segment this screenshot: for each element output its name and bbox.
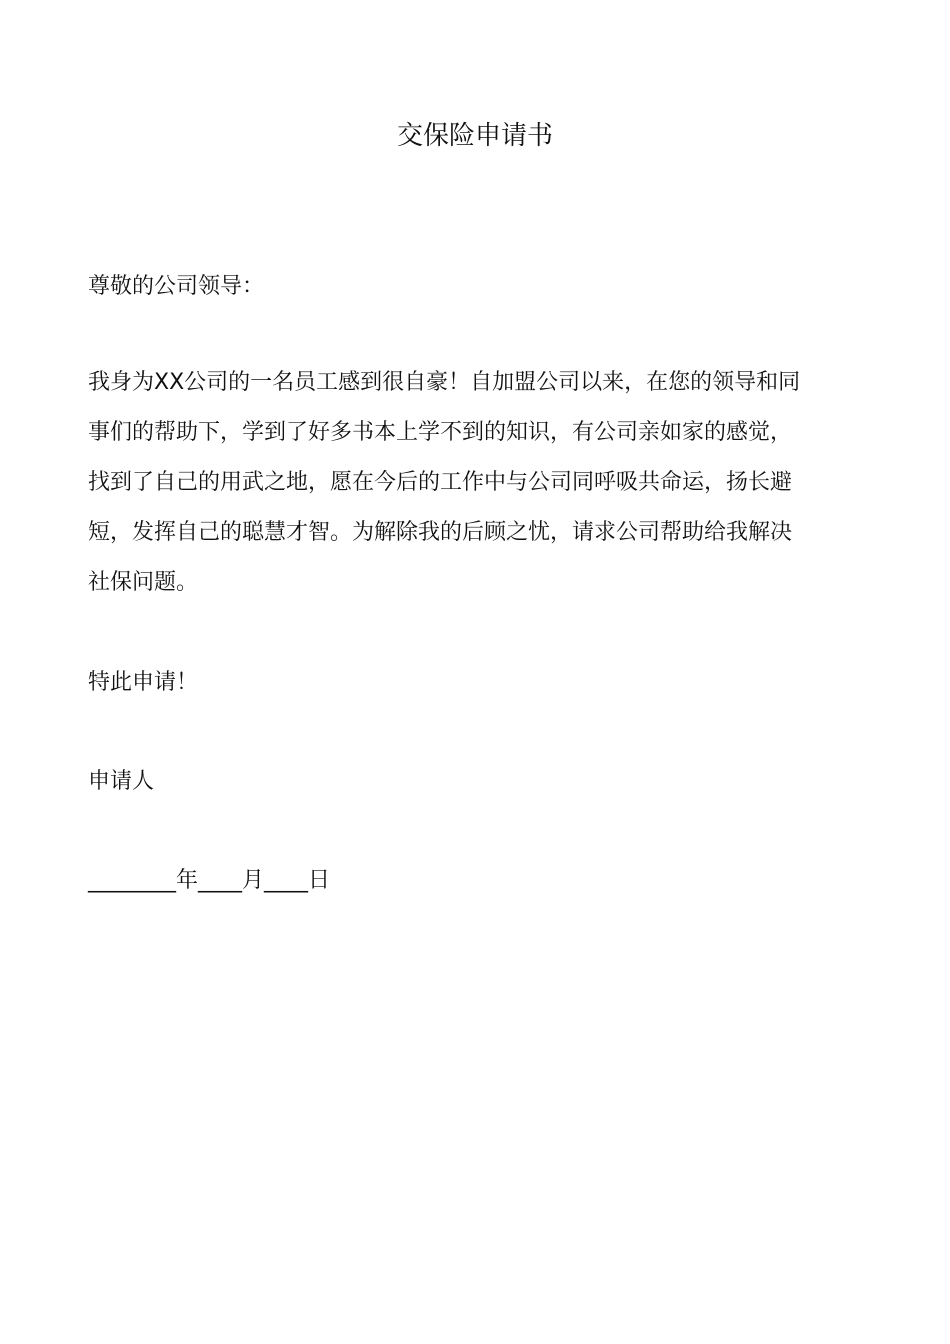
body-paragraph bbox=[88, 358, 863, 608]
body-line: 找到了自己的用武之地，愿在今后的工作中与公司同呼吸共命运，扬长避 bbox=[88, 470, 793, 495]
body-line: 短，发挥自己的聪慧才智。为解除我的后顾之忧，请求公司帮助给我解决 bbox=[88, 520, 793, 545]
closing-text: 特此申请！ bbox=[88, 670, 199, 695]
body-line: 事们的帮助下，学到了好多书本上学不到的知识，有公司亲如家的感觉， bbox=[88, 420, 793, 445]
body-line: 社保问题。 bbox=[88, 570, 199, 595]
applicant-label: 申请人 bbox=[88, 769, 155, 794]
document-title: 交保险申请书 bbox=[396, 121, 553, 151]
date-line: ________年____月____日 bbox=[88, 868, 331, 893]
salutation: 尊敬的公司领导： bbox=[88, 274, 265, 299]
body-line: 我身为XX公司的一名员工感到很自豪！自加盟公司以来，在您的领导和同 bbox=[88, 370, 801, 395]
